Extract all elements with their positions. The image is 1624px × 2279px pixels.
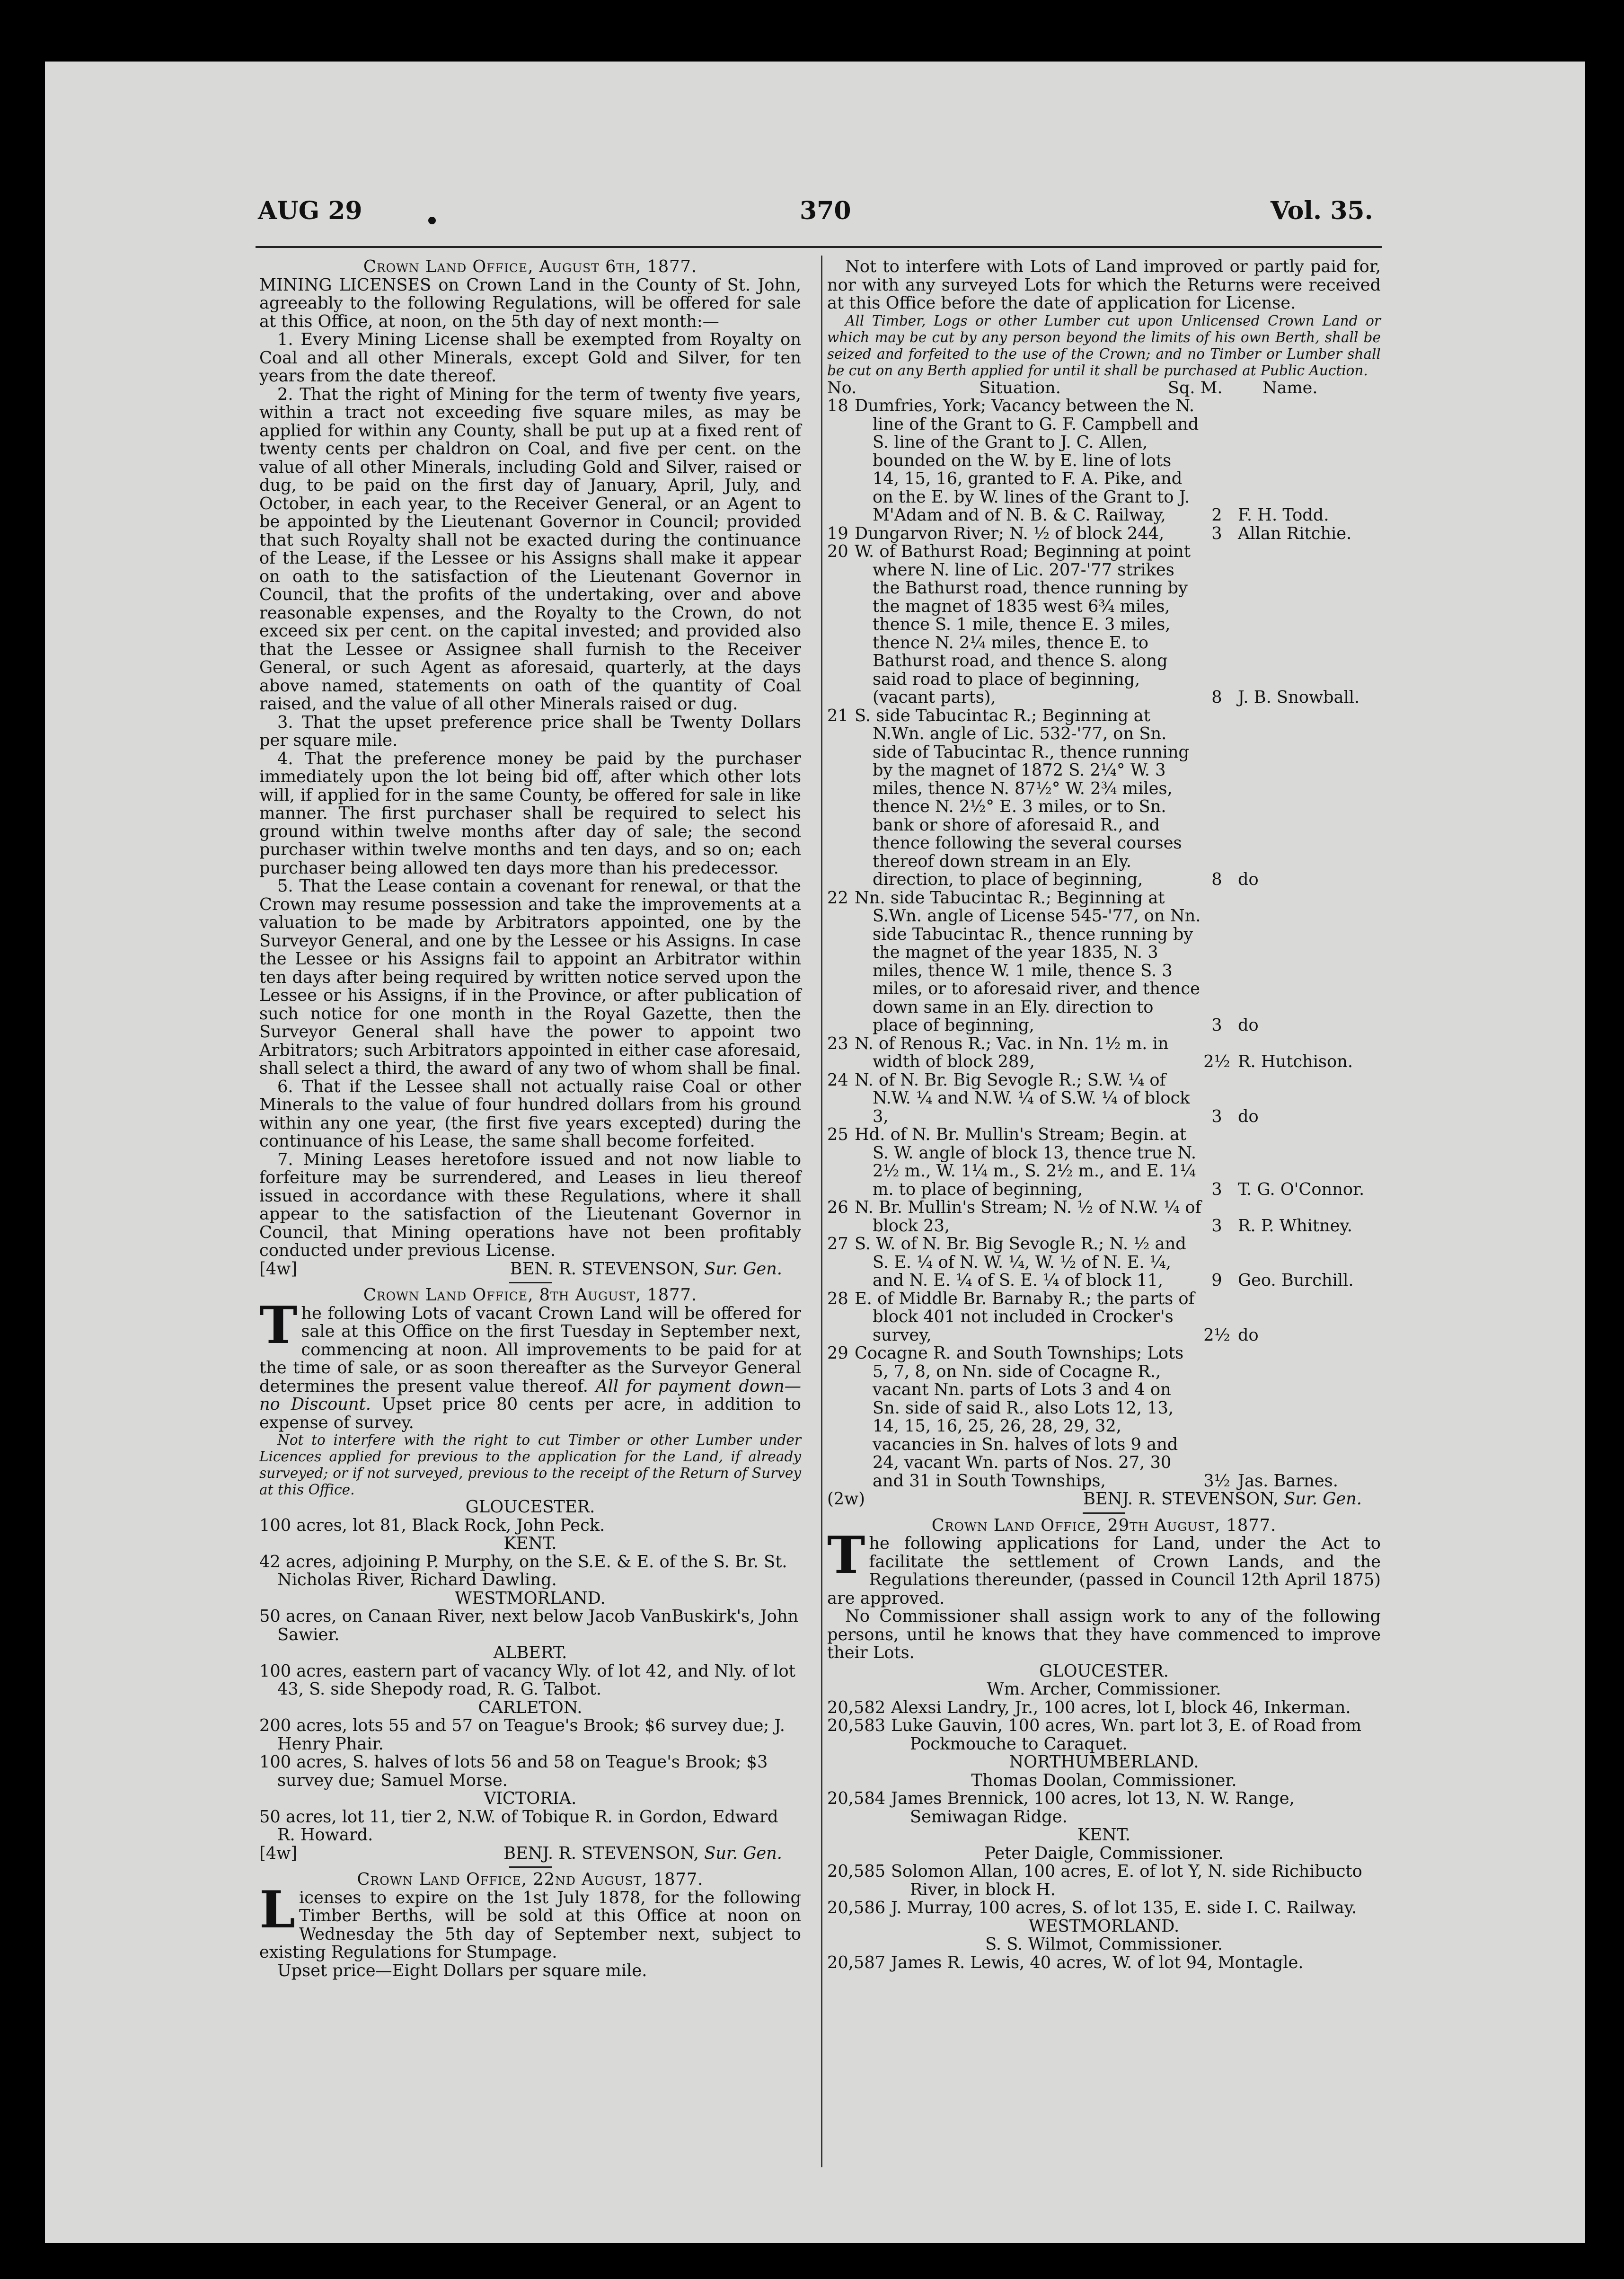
list-item: [827, 1899, 1381, 1917]
commissioner-name: S. S. Wilmot, Commissioner.: [985, 1934, 1223, 1954]
section-rule: [509, 1866, 552, 1868]
berth-name: F. H. Todd.: [1238, 505, 1329, 525]
berth-sqm: 2½: [1203, 1325, 1230, 1345]
county-heading: KENT.: [1077, 1825, 1131, 1845]
berth-sqm: 2: [1211, 505, 1222, 525]
berth-situation: E. of Middle Br. Barnaby R.; the parts of block 401 not included in Crocker's survey,: [855, 1289, 1195, 1345]
signature-name: BENJ. R. STEVENSON,: [503, 1843, 699, 1863]
list-item: [827, 1717, 1381, 1753]
rule-4: 4. That the preference money be paid by the purchaser immediately upon the lot being bid off, after which other lots will, if applied for in the same County, be offered for sale in like manner. The first purchaser shall be required to select his ground within twelve months after day of sale; the second purchaser within twelve months and ten days, and so on; each purchaser being allowed ten days more than his predecessor.: [259, 749, 801, 878]
county-heading: NORTHUMBERLAND.: [1009, 1752, 1199, 1772]
berth-name: T. G. O'Connor.: [1238, 1179, 1365, 1199]
signature: [259, 1845, 801, 1863]
rule-6: 6. That if the Lessee shall not actually raise Coal or other Minerals to the value of four hundred dollars from his ground within any one year, (the first five years excepted) during the continuance of his Lease, the same shall become forfeited.: [259, 1077, 801, 1151]
insertion-tag: (2w): [827, 1489, 865, 1509]
berth-no: 23: [827, 1034, 848, 1053]
berth-name: Geo. Burchill.: [1238, 1271, 1354, 1290]
berth-situation: N. of N. Br. Big Sevogle R.; S.W. ¼ of N.W. ¼ and N.W. ¼ of S.W. ¼ of block 3,: [855, 1070, 1190, 1126]
berth-situation: N. of Renous R.; Vac. in Nn. 1½ m. in width of block 289,: [855, 1034, 1169, 1071]
signature-name: BENJ. R. STEVENSON,: [1083, 1489, 1279, 1509]
berth-situation: Hd. of N. Br. Mullin's Stream; Begin. at S. W. angle of block 13, thence true N. 2½ m., W. 1¼ m., S. 2½ m., and E. 1¼ m. to place of beginning,: [855, 1125, 1197, 1199]
upset-price: Upset price—Eight Dollars per square mile.: [277, 1961, 647, 1980]
berth-situation: W. of Bathurst Road; Beginning at point where N. line of Lic. 207-'77 strikes the Bathurst road, thence running by the magnet of 1835 west 6¾ miles, thence S. 1 mile, thence E. 3 miles, thence N. 2¼ miles, thence E. to Bathurst road, and thence S. along said road to place of beginning, (vacant parts),: [855, 542, 1191, 707]
list-item: [827, 1954, 1381, 1972]
notice-land-applications: [827, 1517, 1381, 1972]
berth-name: R. P. Whitney.: [1238, 1216, 1352, 1236]
left-column: [259, 258, 801, 1980]
notice-heading: Crown Land Office, 22nd August, 1877.: [357, 1870, 704, 1889]
berth-sqm: 3: [1211, 1106, 1222, 1126]
berth-name: do: [1238, 1016, 1259, 1035]
lot-entry: 100 acres, S. halves of lots 56 and 58 on Teague's Brook; $3 survey due; Samuel Morse.: [259, 1752, 768, 1790]
application-text: Luke Gauvin, 100 acres, Wn. part lot 3, E. of Road from Pockmouche to Caraquet.: [891, 1716, 1361, 1754]
list-item: [827, 1699, 1381, 1717]
berth-sqm: 8: [1211, 688, 1222, 707]
berth-sqm: 3: [1211, 1016, 1222, 1035]
application-number: 20,584: [827, 1789, 886, 1808]
signature-title: Sur. Gen.: [1284, 1489, 1362, 1509]
table-row: [827, 543, 1381, 707]
notice-intro: Licenses to expire on the 1st July 1878, for the following Timber Berths, will be sold at this Office at noon on Wednesday the 5th day of September next, subject to existing Regulations for Stumpage.: [259, 1880, 801, 1962]
county-heading: VICTORIA.: [484, 1789, 577, 1808]
berth-sqm: 2½: [1203, 1052, 1230, 1071]
application-number: 20,587: [827, 1952, 886, 1972]
berth-name: R. Hutchison.: [1238, 1052, 1353, 1071]
berth-name: do: [1238, 1325, 1259, 1345]
table-row: [827, 1235, 1381, 1290]
timber-note: All Timber, Logs or other Lumber cut upon Unlicensed Crown Land or which may be cut by any person beyond the limits of his own Berth, shall be seized and forfeited to the use of the Crown; and no Timber or Lumber shall be cut on any Berth applied for until it shall be purchased at Public Auction.: [827, 312, 1381, 379]
commissioner-name: Thomas Doolan, Commissioner.: [971, 1770, 1237, 1790]
commissioner-name: Wm. Archer, Commissioner.: [987, 1679, 1221, 1699]
berth-sqm: 3: [1211, 1179, 1222, 1199]
table-row: [827, 397, 1381, 525]
berth-situation: S. W. of N. Br. Big Sevogle R.; N. ½ and S. E. ¼ of N. W. ¼, W. ½ of N. E. ¼, and N. E. ¼ of S. E. ¼ of block 11,: [855, 1234, 1186, 1290]
page-number: 370: [800, 196, 851, 225]
notice-intro: MINING LICENSES on Crown Land in the County of St. John, agreeably to the following Regulations, will be offered for sale at this Office, at noon, on the 5th day of next month:—: [259, 275, 801, 331]
berth-situation: N. Br. Mullin's Stream; N. ½ of N.W. ¼ of block 23,: [855, 1198, 1201, 1236]
berth-sqm: 3: [1211, 523, 1222, 543]
table-row: [827, 1290, 1381, 1345]
berth-table: [827, 397, 1381, 1490]
berth-no: 25: [827, 1125, 848, 1144]
notice-heading: Crown Land Office, 29th August, 1877.: [931, 1515, 1277, 1535]
berth-situation: Dungarvon River; N. ½ of block 244,: [855, 523, 1165, 543]
application-number: 20,585: [827, 1862, 886, 1881]
berth-situation: Dumfries, York; Vacancy between the N. line of the Grant to G. F. Campbell and S. line of the Grant to J. C. Allen, bounded on the W. by E. line of lots 14, 15, 16, granted to F. A. Pike, and on the E. by W. lines of the Grant to J. M'Adam and of N. B. & C. Railway,: [855, 396, 1199, 525]
lot-entry: 100 acres, eastern part of vacancy Wly. of lot 42, and Nly. of lot 43, S. side Shepody road, R. G. Talbot.: [259, 1661, 795, 1699]
rule-1: 1. Every Mining License shall be exempted from Royalty on Coal and all other Minerals, except Gold and Silver, for ten years from the date thereof.: [259, 330, 801, 386]
column-rule: [821, 256, 822, 2167]
application-number: 20,583: [827, 1716, 886, 1735]
list-item: [827, 1863, 1381, 1899]
signature-title: Sur. Gen.: [704, 1843, 782, 1863]
berth-no: 28: [827, 1289, 848, 1308]
table-row: [827, 1035, 1381, 1071]
commissioner-name: Peter Daigle, Commissioner.: [984, 1843, 1224, 1863]
notice-intro: The following applications for Land, under the Act to facilitate the settlement of Crown Lands, and the Regulations thereunder, (passed in Council 12th April 1875) are approved.: [827, 1526, 1381, 1608]
upset-price: Upset price 80 cents per acre, in addition to expense of survey.: [259, 1395, 801, 1432]
county-heading: KENT.: [503, 1534, 557, 1553]
berth-sqm: 8: [1211, 870, 1222, 889]
table-row: [827, 525, 1381, 543]
table-row: [827, 1071, 1381, 1126]
table-row: [827, 1126, 1381, 1199]
berth-no: 19: [827, 523, 848, 543]
berth-sqm: 9: [1211, 1271, 1222, 1290]
rule-3: 3. That the upset preference price shall be Twenty Dollars per square mile.: [259, 712, 801, 750]
dot-mark: [428, 217, 436, 224]
list-item: [827, 1790, 1381, 1826]
berth-sqm: 3: [1211, 1216, 1222, 1236]
table-row: [827, 1199, 1381, 1235]
signature: [827, 1490, 1381, 1509]
berth-no: 29: [827, 1343, 848, 1363]
col-header-no: No.: [827, 378, 857, 398]
rule-7: 7. Mining Leases heretofore issued and not now liable to forfeiture may be surrendered, and Leases in lieu thereof issued in accordance with these Regulations, where it shall appear to the satisfaction of the Lieutenant Governor in Council, that Mining operations have not been profitably conducted under previous License.: [259, 1149, 801, 1260]
application-text: James Brennick, 100 acres, lot 13, N. W. Range, Semiwagan Ridge.: [891, 1789, 1295, 1827]
berth-name: do: [1238, 1106, 1259, 1126]
col-header-name: Name.: [1262, 378, 1318, 398]
berth-name: do: [1238, 870, 1259, 889]
lot-entry: 200 acres, lots 55 and 57 on Teague's Brook; $6 survey due; J. Henry Phair.: [259, 1716, 785, 1754]
rule-5: 5. That the Lease contain a covenant for renewal, or that the Crown may resume possession and take the improvements at a valuation to be made by Arbitrators appointed, one by the Surveyor General, and one by the Lessee or his Assigns. In case the Lessee or his Assigns fail to appoint an Arbitrator within ten days after being required by written notice served upon the Lessee or his Assigns, if in the Province, or after publication of such notice for one month in the Royal Gazette, then the Surveyor General shall have the power to appoint two Arbitrators; such Arbitrators appointed in either case aforesaid, shall select a third, the award of any two of whom shall be final.: [259, 876, 802, 1078]
notice-heading: Crown Land Office, 8th August, 1877.: [363, 1285, 697, 1305]
volume-number: Vol. 35.: [1271, 196, 1373, 225]
application-text: J. Murray, 100 acres, S. of lot 135, E. side I. C. Railway.: [891, 1898, 1357, 1917]
rule-2: 2. That the right of Mining for the term of twenty five years, within a tract not exceeding five square miles, as may be applied for within any County, shall be put up at a fixed rent of twenty cents per chaldron on Coal, and five per cent. on the value of all other Minerals, including Gold and Silver, raised or dug, to be paid on the first day of January, April, July, and October, in each year, to the Receiver General, or an Agent to be appointed by the Lieutenant Governor in Council; provided that such Royalty shall not be exacted during the continuance of the Lease, if the Lessee or his Assigns shall make it appear on oath to the satisfaction of the Lieutenant Governor in Council, that the profits of the undertaking, over and above reasonable expenses, and the Royalty to the Crown, do not exceed six per cent. on the capital invested; and provided also that the Lessee or Assignee shall furnish to the Receiver General, or such Agent as aforesaid, quarterly, at the days above named, statements on oath of the quantity of Coal raised, and the value of all other Minerals raised or dug.: [259, 384, 801, 714]
berth-no: 18: [827, 396, 848, 415]
notice-heading: Crown Land Office, August 6th, 1877.: [363, 257, 697, 276]
table-row: [827, 707, 1381, 889]
commissioner-note: No Commissioner shall assign work to any of the following persons, until he knows that they have commenced to improve their Lots.: [827, 1607, 1381, 1662]
county-heading: GLOUCESTER.: [465, 1497, 595, 1517]
berth-no: 24: [827, 1070, 848, 1090]
table-row: [827, 889, 1381, 1035]
application-text: James R. Lewis, 40 acres, W. of lot 94, Montagle.: [891, 1952, 1304, 1972]
berth-name: J. B. Snowball.: [1238, 688, 1360, 707]
notice-vacant-lots: [259, 1286, 801, 1863]
county-heading: WESTMORLAND.: [1028, 1916, 1180, 1936]
lot-entry: 50 acres, lot 11, tier 2, N.W. of Tobique R. in Gordon, Edward R. Howard.: [259, 1807, 778, 1845]
berth-no: 22: [827, 888, 848, 908]
notice-timber-berths: [259, 1871, 801, 1980]
payment-terms: All for payment down—no Discount.: [259, 1376, 801, 1414]
signature: [259, 1260, 801, 1279]
section-rule: [1083, 1512, 1125, 1514]
berth-no: 27: [827, 1234, 848, 1254]
berth-no: 20: [827, 542, 848, 561]
lot-entry: 42 acres, adjoining P. Murphy, on the S.E. & E. of the S. Br. St. Nicholas River, Richard Dawling.: [259, 1552, 787, 1590]
berth-no: 26: [827, 1198, 848, 1217]
col-header-situation: Situation.: [979, 378, 1061, 398]
insertion-tag: [4w]: [259, 1843, 297, 1863]
berth-name: Jas. Barnes.: [1238, 1471, 1338, 1491]
berth-name: Allan Ritchie.: [1238, 523, 1352, 543]
signature-title: Sur. Gen.: [704, 1259, 782, 1279]
table-header: [827, 379, 1381, 398]
notice-continued: Not to interfere with Lots of Land improved or partly paid for, nor with any surveyed Lots for which the Returns were received at this Office before the date of application for License.: [827, 257, 1381, 313]
county-heading: ALBERT.: [493, 1643, 567, 1662]
col-header-sqm: Sq. M.: [1168, 378, 1223, 398]
timber-note: Not to interfere with the right to cut Timber or other Lumber under Licences applied for previous to the application for the Land, if already surveyed; or if not surveyed, previous to the receipt of the Return of Survey at this Office.: [259, 1432, 801, 1498]
application-text: Solomon Allan, 100 acres, E. of lot Y, N. side Richibucto River, in block H.: [891, 1862, 1362, 1899]
berth-situation: S. side Tabucintac R.; Beginning at N.Wn. angle of Lic. 532-'77, on Sn. side of Tabucintac R., thence running by the magnet of 1872 S. 2¼° W. 3 miles, thence N. 87½° W. 2¾ miles, thence N. 2½° E. 3 miles, or to Sn. bank or shore of aforesaid R., and thence following the several courses thereof down stream in an Ely. direction, to place of beginning,: [855, 706, 1190, 889]
county-heading: CARLETON.: [478, 1697, 583, 1717]
notice-mining-licenses: [259, 258, 801, 1278]
header-rule: [256, 246, 1382, 248]
issue-date: AUG 29: [258, 196, 362, 225]
signature-name: BEN. R. STEVENSON,: [510, 1259, 699, 1279]
berth-sqm: 3½: [1203, 1471, 1230, 1491]
section-rule: [509, 1282, 552, 1283]
application-number: 20,582: [827, 1697, 886, 1717]
table-row: [827, 1344, 1381, 1490]
intro-text: The following Lots of vacant Crown Land will be offered for sale at this Office on the first Tuesday in September next, commencing at noon. All improvements to be paid for at the time of sale, or as soon thereafter as the Surveyor General determines the present value thereof.: [259, 1295, 801, 1396]
application-number: 20,586: [827, 1898, 886, 1917]
lot-entry: 50 acres, on Canaan River, next below Jacob VanBuskirk's, John Sawier.: [259, 1607, 799, 1644]
berth-situation: Nn. side Tabucintac R.; Beginning at S.Wn. angle of License 545-'77, on Nn. side Tabucintac R., thence running by the magnet of the year 1835, N. 3 miles, thence W. 1 mile, thence S. 3 miles, or to aforesaid river, and thence down same in an Ely. direction to place of beginning,: [855, 888, 1201, 1035]
berth-no: 21: [827, 706, 848, 725]
insertion-tag: [4w]: [259, 1259, 297, 1279]
right-column: [827, 258, 1381, 1972]
lot-entry: 100 acres, lot 81, Black Rock, John Peck.: [259, 1515, 605, 1535]
county-heading: GLOUCESTER.: [1039, 1661, 1169, 1681]
berth-situation: Cocagne R. and South Townships; Lots 5, 7, 8, on Nn. side of Cocagne R., vacant Nn. parts of Lots 3 and 4 on Sn. side of said R., also Lots 12, 13, 14, 15, 16, 25, 26, 28, 29, 32, vacancies in Sn. halves of lots 9 and 24, vacant Wn. parts of Nos. 27, 30 and 31 in South Townships,: [855, 1343, 1184, 1491]
county-heading: WESTMORLAND.: [455, 1588, 606, 1608]
application-text: Alexsi Landry, Jr., 100 acres, lot I, block 46, Inkerman.: [891, 1697, 1351, 1717]
